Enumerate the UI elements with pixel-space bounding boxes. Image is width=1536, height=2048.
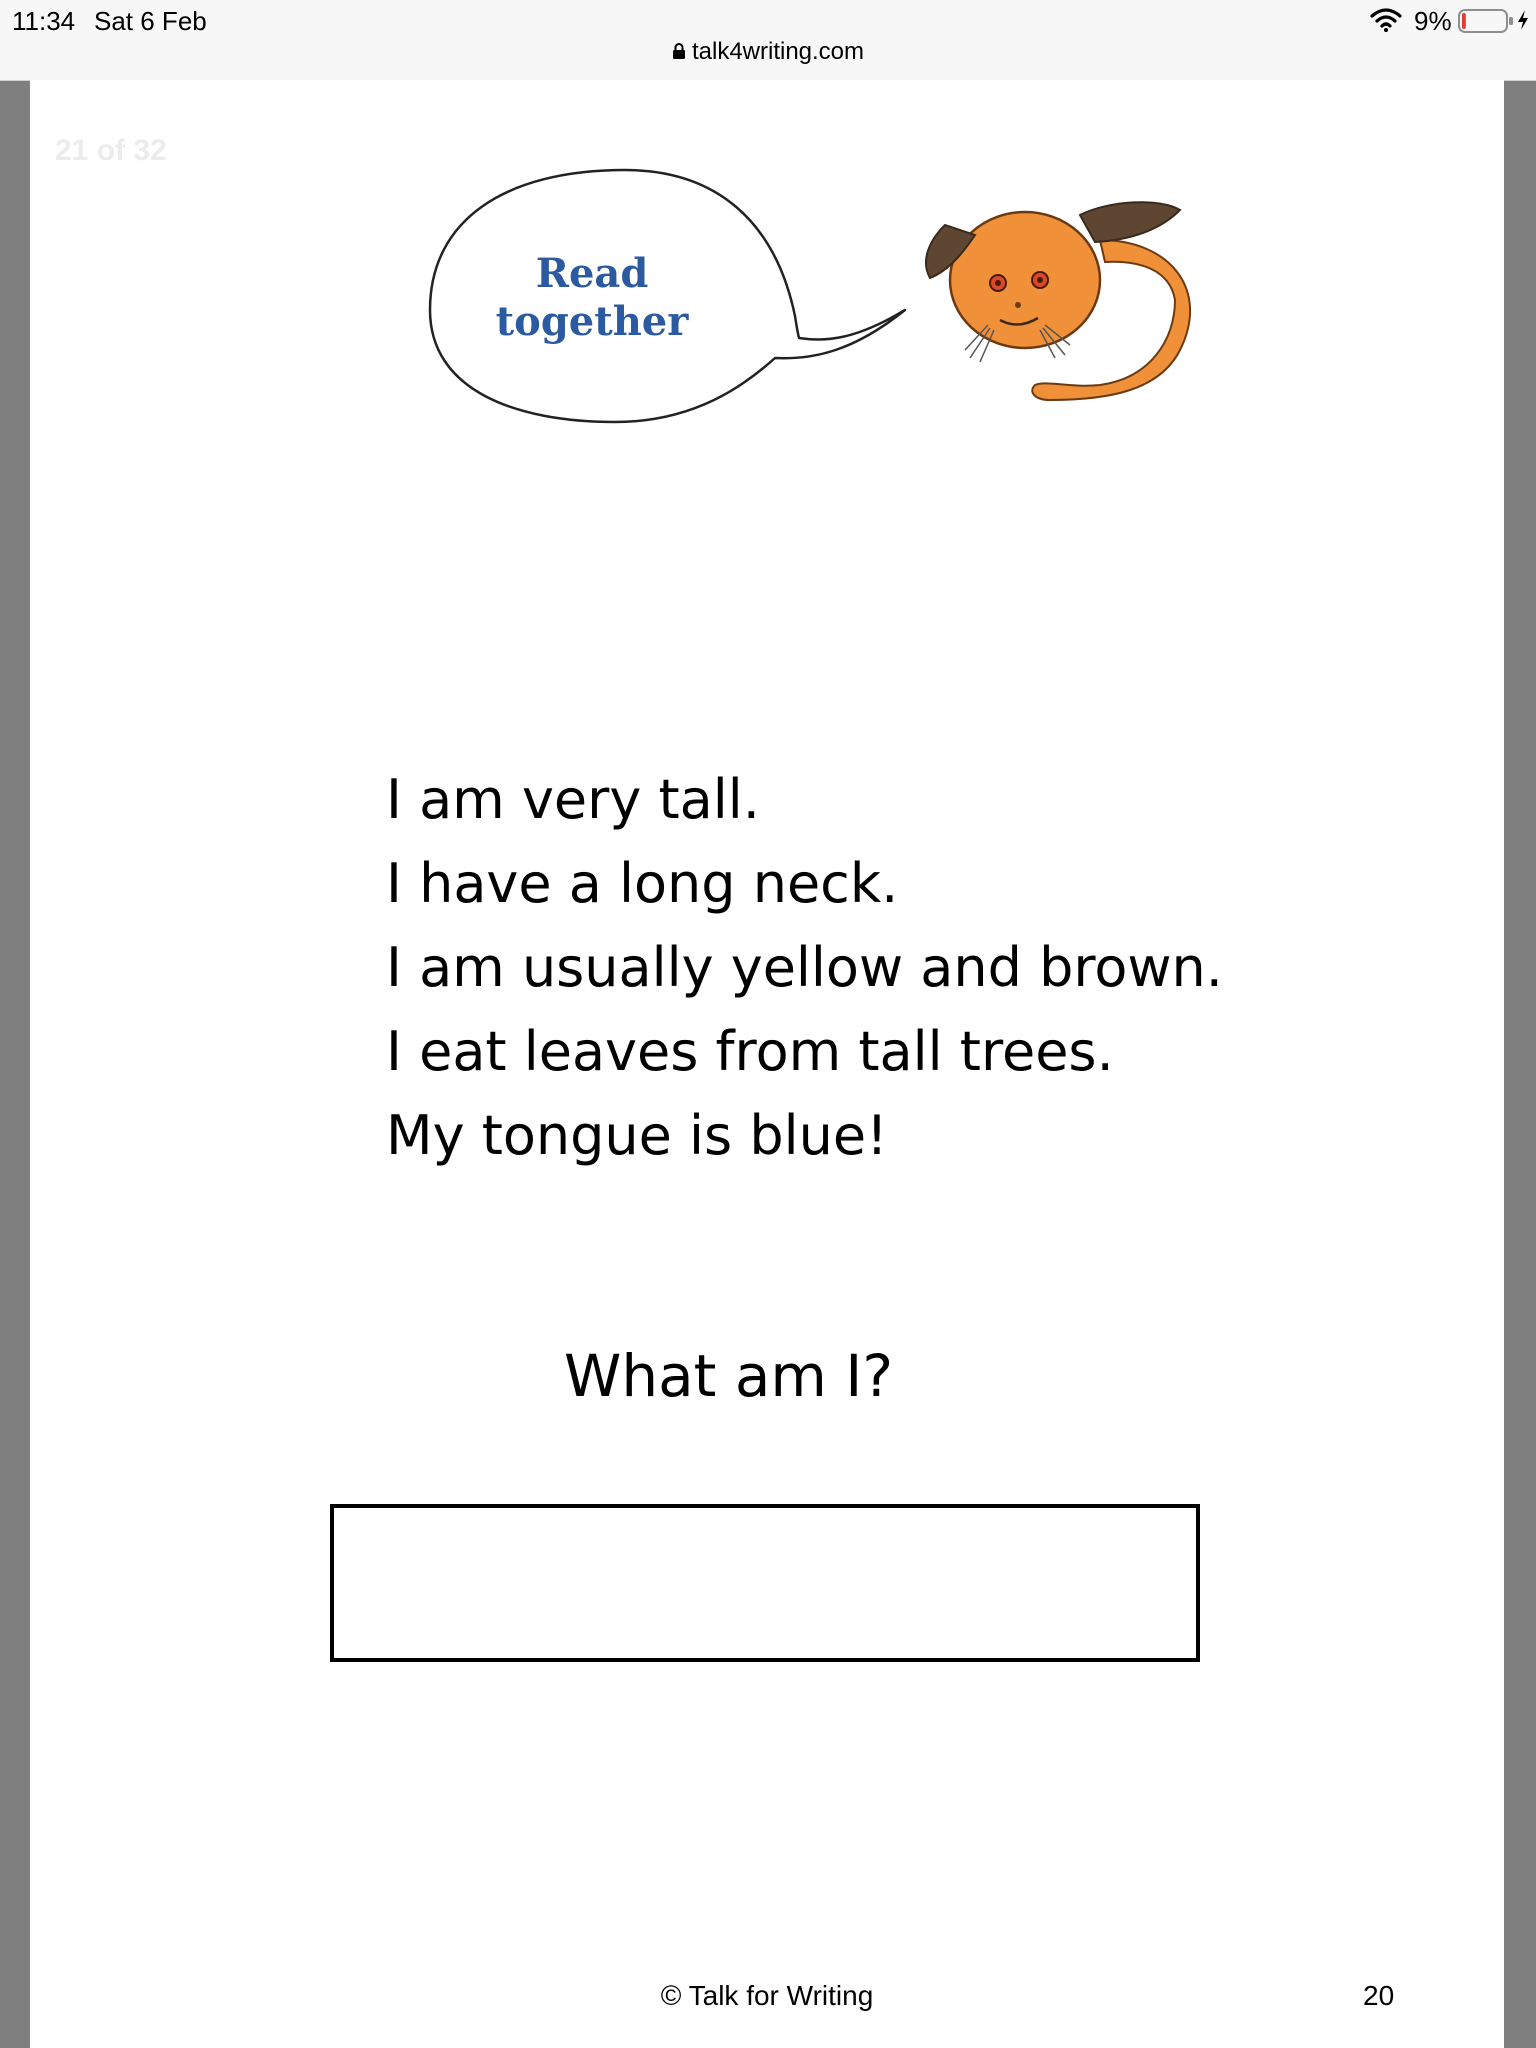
url-text[interactable]: talk4writing.com [691,38,865,65]
riddle-line: My tongue is blue! [386,1104,888,1167]
bubble-text-line-1: Read [535,250,649,297]
question-heading: What am I? [564,1342,894,1410]
status-bar [0,0,1536,81]
answer-box[interactable] [330,1504,1200,1662]
address-bar[interactable] [0,38,1536,72]
bubble-text-line-2: together [495,298,689,345]
pdf-page [30,80,1504,2048]
wifi-icon [1370,8,1402,32]
lock-icon [672,42,686,60]
status-time: 11:34 [12,6,76,36]
riddle-line: I am very tall. [386,768,760,831]
cat-mascot-illustration [910,180,1230,430]
footer-page-number: 20 [1363,1980,1395,2011]
riddle-line: I have a long neck. [386,852,899,915]
riddle-line: I eat leaves from tall trees. [386,1020,1114,1083]
battery-level-fill [1462,13,1466,29]
battery-icon [1458,9,1514,33]
page-counter: 21 of 32 [55,134,167,167]
charging-bolt-icon [1516,8,1530,32]
riddle-line: I am usually yellow and brown. [386,936,1223,999]
footer-copyright: © Talk for Writing [660,1980,874,2011]
speech-bubble-text [482,250,702,346]
status-date: Sat 6 Feb [94,6,207,36]
riddle-text [386,758,1223,1178]
battery-percent: 9% [1414,6,1452,36]
